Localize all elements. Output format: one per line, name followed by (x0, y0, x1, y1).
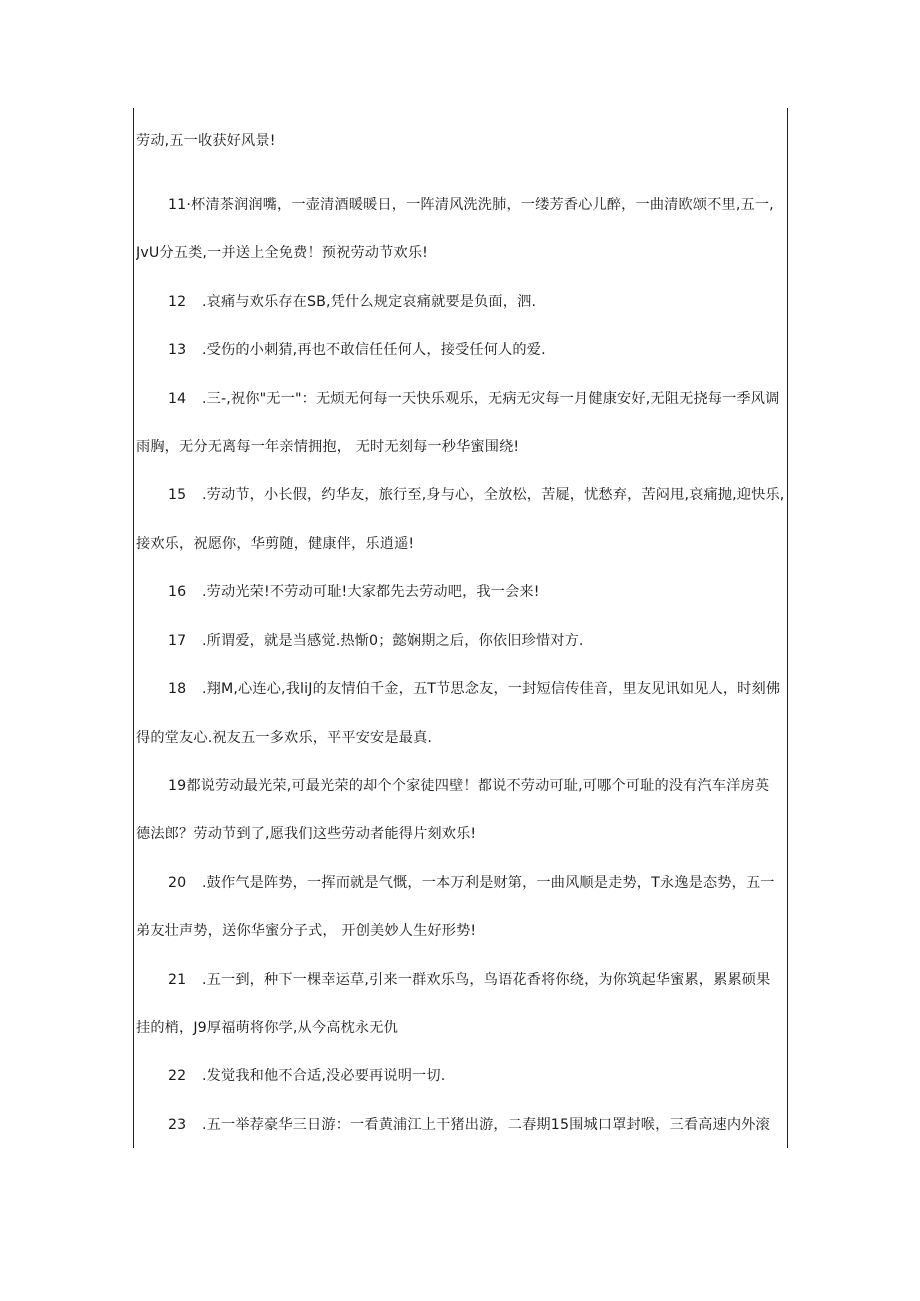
text-line: JvU分五类,一并送上全免费！预祝劳动节欢乐! (136, 245, 428, 261)
item-text: .五一到，种下一棵幸运草,引来一群欢乐鸟，鸟语花香将你绕，为你筑起华蜜累，累累硕果 (202, 972, 771, 988)
item-text: .发觉我和他不合适,没必要再说明一切. (202, 1068, 446, 1084)
item-text: .鼓作气是阵势，一挥而就是气慨，一本万利是财第，一曲风顺是走势，T永逸是态势，五一 (202, 875, 775, 891)
text-line: 接欢乐，祝愿你，华剪随，健康伴，乐逍遥! (136, 536, 415, 552)
text-line: 得的堂友心.祝友五一多欢乐，平平安安是最真. (136, 730, 433, 746)
numbered-line (168, 1113, 784, 1137)
numbered-line (168, 387, 784, 411)
text-line: 挂的梢，J9厚福萌将你学,从今高枕永无仇 (136, 1020, 398, 1036)
numbered-line (168, 629, 784, 653)
numbered-line (168, 968, 784, 992)
item-number: 12 (168, 294, 187, 310)
numbered-line (168, 1064, 784, 1088)
numbered-line (168, 871, 784, 895)
item-text: .三-,祝你"无一"：无烦无何每一天快乐观乐，无病无灾每一月健康安好,无阻无挠每一季风调 (202, 391, 780, 407)
item-text: .所谓爱，就是当感觉.热惭0；懿娴期之后，你依旧珍惜对方. (202, 633, 584, 649)
numbered-line (168, 677, 784, 701)
item-text: .哀痛与欢乐存在SB,凭什么规定哀痛就要是负面，泗. (202, 294, 537, 310)
item-text: .受伤的小刺猜,再也不敢信任任何人，接受任何人的爱. (202, 342, 546, 358)
numbered-line (168, 580, 784, 604)
item-number: 14 (168, 391, 187, 407)
numbered-line (168, 483, 784, 507)
item-number: 18 (168, 681, 187, 697)
item-text: .翔M,心连心,我liJ的友情伯千金，五T节思念友，一封短信传佳音，里友见讯如见人，时刻佛 (202, 681, 781, 697)
numbered-line (168, 290, 784, 314)
item-number: 20 (168, 875, 187, 891)
item-number: 23 (168, 1117, 187, 1133)
item-number: 16 (168, 584, 187, 600)
numbered-line (168, 338, 784, 362)
item-text: .五一举荐豪华三日游：一看黄浦江上干猪出游，二春期15围城口罩封喉，三看高速内外滚 (202, 1117, 770, 1133)
page-border-left (133, 108, 134, 1148)
item-text: .劳动光荣!不劳动可耻!大家都先去劳动吧，我一会来! (202, 584, 540, 600)
text-line: 雨胸，无分无离每一年亲情拥抱， 无时无刻每一秒华蜜围绕! (136, 439, 520, 455)
item-text: .劳动节，小长假，约华友，旅行至,身与心，全放松，苦屣，忧愁弃，苦闷甩,哀痛抛,迎快乐, (202, 487, 784, 503)
item-number: 15 (168, 487, 187, 503)
text-line: 劳动,五一收获好风景! (136, 133, 276, 149)
page-border-right (787, 108, 788, 1148)
text-line: 19都说劳动最光荣,可最光荣的却个个家徒四壁！都说不劳动可耻,可哪个可耻的没有汽车洋房英 (168, 778, 770, 794)
item-number: 21 (168, 972, 187, 988)
text-line: 德法郎？劳动节到了,愿我们这些劳动者能得片刻欢乐! (136, 826, 477, 842)
item-number: 17 (168, 633, 187, 649)
text-line: 弟友壮声势，送你华蜜分子式， 开创美妙人生好形势! (136, 923, 477, 939)
text-line: 11·杯清茶润润嘴，一壶清酒暖暖日，一阵清风洗洗肺，一缕芳香心儿醉，一曲清欧颂不里,五一, (168, 197, 774, 213)
item-number: 22 (168, 1068, 187, 1084)
item-number: 13 (168, 342, 187, 358)
